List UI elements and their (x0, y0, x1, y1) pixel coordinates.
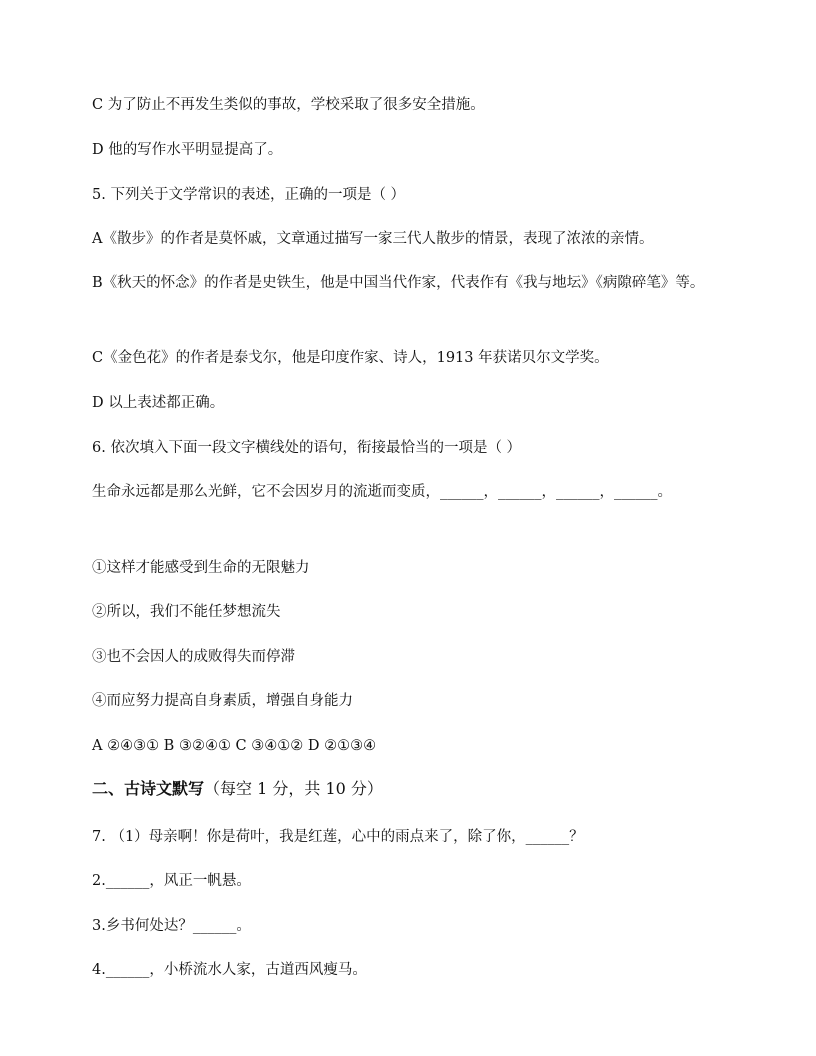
question-5-option-c: C《金色花》的作者是泰戈尔，他是印度作家、诗人，1913 年获诺贝尔文学奖。 (92, 350, 609, 366)
question-6-options: A ②④③① B ③②④① C ③④①② D ②①③④ (92, 738, 377, 754)
sentence-1: ①这样才能感受到生命的无限魅力 (92, 560, 310, 576)
section-heading-title: 二、古诗文默写 (92, 779, 205, 798)
question-7-1: 7. （1）母亲啊！你是荷叶，我是红莲，心中的雨点来了，除了你，______？ (92, 829, 584, 845)
question-5-option-b: B《秋天的怀念》的作者是史铁生，他是中国当代作家，代表作有《我与地坛》《病隙碎笔》等。 (92, 275, 705, 291)
section-heading (92, 779, 732, 799)
question-6-stem: 6. 依次填入下面一段文字横线处的语句，衔接最恰当的一项是（ ） (92, 440, 522, 456)
question-5-option-a: A《散步》的作者是莫怀戚，文章通过描写一家三代人散步的情景，表现了浓浓的亲情。 (92, 231, 654, 247)
question-5-option-d: D 以上表述都正确。 (92, 395, 225, 411)
option-d-text: D 他的写作水平明显提高了。 (92, 142, 283, 158)
section-heading-note: （每空 1 分，共 10 分） (204, 779, 383, 798)
question-7-3: 3.乡书何处达？______。 (92, 918, 251, 934)
question-7-2: 2.______，风正一帆悬。 (92, 873, 251, 889)
question-6-passage: 生命永远都是那么光鲜，它不会因岁月的流逝而变质，______，______，______，______。 (92, 484, 672, 500)
sentence-2: ②所以，我们不能任梦想流失 (92, 604, 281, 620)
option-c-text: C 为了防止不再发生类似的事故，学校采取了很多安全措施。 (92, 97, 485, 113)
question-7-4: 4.______，小桥流水人家，古道西风瘦马。 (92, 962, 367, 978)
sentence-4: ④而应努力提高自身素质，增强自身能力 (92, 693, 353, 709)
sentence-3: ③也不会因人的成败得失而停滞 (92, 649, 295, 665)
question-5-stem: 5. 下列关于文学常识的表述，正确的一项是（ ） (92, 187, 406, 203)
